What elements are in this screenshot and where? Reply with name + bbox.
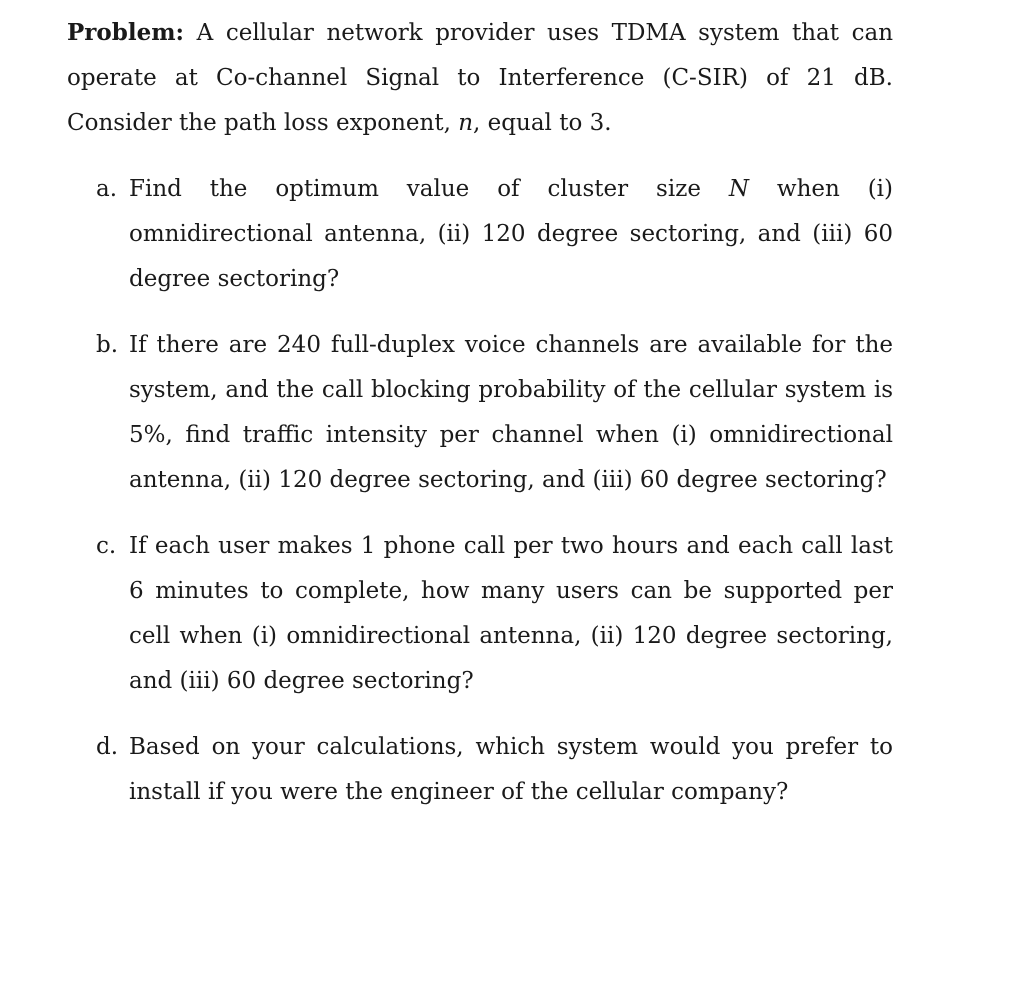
- part-c: [67, 524, 893, 704]
- part-b: [67, 323, 893, 503]
- problem-label: Problem:: [67, 19, 185, 46]
- part-a-variable-N: N: [728, 176, 749, 202]
- part-b-marker: b.: [96, 332, 119, 358]
- part-a-text-2: when (i) omnidirectional antenna, (ii) 120 degree sectoring, and (iii) 60 degree sectoring?: [129, 176, 894, 292]
- part-a: [67, 167, 893, 302]
- problem-parts-list: [67, 167, 893, 815]
- part-b-text: If there are 240 full-duplex voice channels are available for the system, and the call blocking probability of the cellular system is 5%, find traffic intensity per channel when (i) omnidirectional antenna, (ii) 120 degree sectoring, and (iii) 60 degree sectoring?: [129, 332, 893, 493]
- problem-variable-n: n: [458, 110, 474, 136]
- part-a-marker: a.: [96, 176, 118, 202]
- part-c-marker: c.: [96, 533, 117, 559]
- part-a-text-1: Find the optimum value of cluster size: [129, 176, 701, 202]
- part-d: [67, 725, 893, 815]
- problem-text-1: A cellular network provider uses TDMA system that can operate at Co-channel Signal to Interference (C-SIR) of 21 dB. Consider the path loss exponent,: [67, 20, 894, 136]
- problem-text-2: , equal to 3.: [473, 110, 612, 136]
- document-page: [67, 10, 893, 815]
- problem-statement: [67, 10, 893, 146]
- part-d-marker: d.: [96, 734, 119, 760]
- part-c-text: If each user makes 1 phone call per two hours and each call last 6 minutes to complete, how many users can be supported per cell when (i) omnidirectional antenna, (ii) 120 degree sectoring, and (iii) 60 degree sectoring?: [129, 533, 893, 694]
- part-d-text: Based on your calculations, which system would you prefer to install if you were the engineer of the cellular company?: [129, 734, 893, 805]
